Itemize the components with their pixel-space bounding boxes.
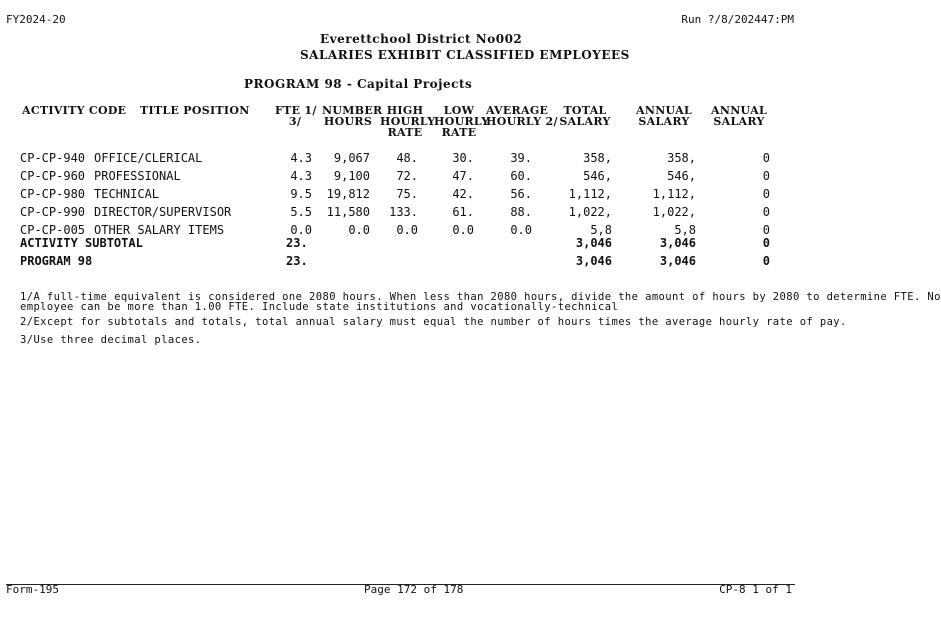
cell-title: TECHNICAL xyxy=(94,187,160,201)
program-total-annual: 3,046 xyxy=(659,254,696,268)
cell-code: CP-CP-960 xyxy=(20,169,86,183)
page-number: Page 172 of 178 xyxy=(364,583,464,596)
cell-code: CP-CP-940 xyxy=(20,151,86,165)
program-total-fte: 23. xyxy=(286,254,308,268)
cell-annual: 546, xyxy=(667,169,696,183)
cell-avg: 0.0 xyxy=(510,223,532,237)
cell-total: 1,112, xyxy=(568,187,612,201)
cell-low: 42. xyxy=(452,187,474,201)
footnote-2: 2/Except for subtotals and totals, total annual salary must equal the number of hours times the average hourly rate of pay. xyxy=(20,316,847,328)
cell-avg: 39. xyxy=(510,151,532,165)
cell-hours: 19,812 xyxy=(326,187,370,201)
col-title-position: TITLE POSITION xyxy=(140,104,250,117)
cell-other: 0 xyxy=(762,205,770,219)
footnote-1-line-1: 1/A full-time equivalent is considered one 2080 hours. When less than 2080 hours, divide the amount of hours by 2080 to determine FTE. No xyxy=(20,291,941,303)
footnote-3: 3/Use three decimal places. xyxy=(20,334,202,346)
form-number: Form-195 xyxy=(6,583,59,596)
col-high-rate: HIGH HOURLY RATE xyxy=(380,104,436,139)
cell-annual: 1,022, xyxy=(652,205,696,219)
col-fte: FTE 1/ 3/ xyxy=(275,104,317,128)
cell-title: DIRECTOR/SUPERVISOR xyxy=(94,205,232,219)
cell-avg: 60. xyxy=(510,169,532,183)
col-annual-salary-2: ANNUAL SALARY xyxy=(711,104,767,128)
col-average-rate: AVERAGE HOURLY 2/ xyxy=(486,104,558,128)
cell-low: 61. xyxy=(452,205,474,219)
cell-high: 72. xyxy=(396,169,418,183)
program-total-total: 3,046 xyxy=(575,254,612,268)
cell-hours: 9,100 xyxy=(333,169,370,183)
cell-title: OTHER SALARY ITEMS xyxy=(94,223,225,237)
activity-subtotal-annual: 3,046 xyxy=(659,236,696,250)
col-number-hours: NUMBER HOURS xyxy=(322,104,383,128)
exhibit-title: SALARIES EXHIBIT CLASSIFIED EMPLOYEES xyxy=(300,48,630,62)
footnote-1-line-2: employee can be more than 1.00 FTE. Include state institutions and vocationally-technical xyxy=(20,301,619,313)
cell-annual: 5,8 xyxy=(674,223,696,237)
cell-high: 75. xyxy=(396,187,418,201)
activity-subtotal-fte: 23. xyxy=(286,236,308,250)
cell-other: 0 xyxy=(762,187,770,201)
cell-high: 48. xyxy=(396,151,418,165)
program-title: PROGRAM 98 - Capital Projects xyxy=(244,77,473,91)
cell-fte: 4.3 xyxy=(290,151,312,165)
district-title: Everettchool District No002 xyxy=(320,32,523,46)
cell-other: 0 xyxy=(762,223,770,237)
cell-hours: 9,067 xyxy=(333,151,370,165)
cell-fte: 5.5 xyxy=(290,205,312,219)
fiscal-year: FY2024-20 xyxy=(6,13,66,26)
cell-code: CP-CP-990 xyxy=(20,205,86,219)
cell-avg: 88. xyxy=(510,205,532,219)
cell-annual: 358, xyxy=(667,151,696,165)
program-total-other: 0 xyxy=(762,254,770,268)
cell-title: PROFESSIONAL xyxy=(94,169,181,183)
cell-total: 1,022, xyxy=(568,205,612,219)
cell-other: 0 xyxy=(762,169,770,183)
cell-total: 358, xyxy=(583,151,612,165)
cell-code: CP-CP-980 xyxy=(20,187,86,201)
col-activity: ACTIVITY CODE xyxy=(22,104,127,117)
cell-avg: 56. xyxy=(510,187,532,201)
cell-code: CP-CP-005 xyxy=(20,223,86,237)
cell-total: 546, xyxy=(583,169,612,183)
cell-fte: 4.3 xyxy=(290,169,312,183)
cell-low: 47. xyxy=(452,169,474,183)
cell-annual: 1,112, xyxy=(652,187,696,201)
cell-hours: 0.0 xyxy=(348,223,370,237)
cell-hours: 11,580 xyxy=(326,205,370,219)
footer-code: CP-8 1 of 1 xyxy=(719,583,792,596)
cell-total: 5,8 xyxy=(590,223,612,237)
cell-title: OFFICE/CLERICAL xyxy=(94,151,203,165)
activity-subtotal-label: ACTIVITY SUBTOTAL xyxy=(20,236,143,250)
run-info: Run ?/8/202447:PM xyxy=(681,13,794,26)
cell-low: 0.0 xyxy=(452,223,474,237)
cell-other: 0 xyxy=(762,151,770,165)
cell-low: 30. xyxy=(452,151,474,165)
col-total-salary: TOTAL SALARY xyxy=(559,104,611,128)
cell-high: 0.0 xyxy=(396,223,418,237)
activity-subtotal-other: 0 xyxy=(762,236,770,250)
col-low-rate: LOW HOURLY RATE xyxy=(434,104,490,139)
cell-fte: 0.0 xyxy=(290,223,312,237)
cell-fte: 9.5 xyxy=(290,187,312,201)
activity-subtotal-total: 3,046 xyxy=(575,236,612,250)
col-annual-salary: ANNUAL SALARY xyxy=(636,104,692,128)
program-total-label: PROGRAM 98 xyxy=(20,254,93,268)
cell-high: 133. xyxy=(389,205,418,219)
